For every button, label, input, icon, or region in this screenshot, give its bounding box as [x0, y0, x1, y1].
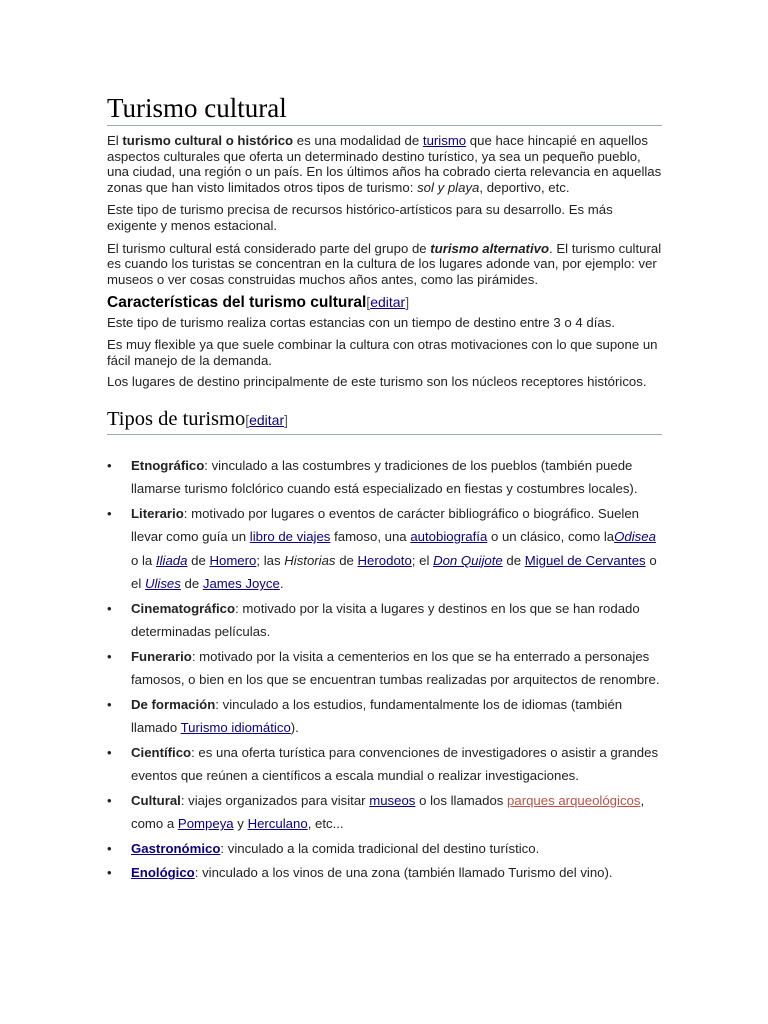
- text: El: [107, 133, 123, 148]
- link-museos[interactable]: museos: [369, 792, 416, 808]
- italic-text: Historias: [284, 552, 336, 568]
- link-herodoto[interactable]: Herodoto: [357, 552, 412, 568]
- text: : motivado por lugares o eventos de carácter bibliográfico o biográfico. Suelen llevar como guía un: [131, 505, 639, 545]
- link-parques-arqueologicos[interactable]: parques arqueológicos: [507, 792, 641, 808]
- item-term: Literario: [131, 505, 184, 521]
- section-caracteristicas: [107, 293, 662, 389]
- link-james-joyce[interactable]: James Joyce: [202, 576, 280, 592]
- list-item-literario: [107, 502, 662, 596]
- text: : vinculado a los estudios, fundamentalmente los de idiomas (también llamado: [131, 696, 623, 736]
- bullet: •: [107, 696, 112, 712]
- list-item-de-formacion: [107, 693, 662, 740]
- article: [107, 92, 662, 886]
- edit-section-link: [366, 294, 409, 310]
- heading-text: Características del turismo cultural: [107, 294, 367, 312]
- list-item-funerario: [107, 645, 662, 692]
- intro-paragraph-3: [107, 241, 662, 288]
- bullet: •: [107, 648, 112, 664]
- link-libro-de-viajes[interactable]: libro de viajes: [249, 529, 331, 545]
- link-text: Don Quijote: [433, 552, 503, 568]
- link-text: Odisea: [614, 529, 656, 545]
- list-item-enologico: [107, 861, 662, 885]
- tipos-list: [107, 454, 662, 885]
- text: o la: [131, 552, 156, 568]
- text: El turismo cultural está considerado parte del grupo de: [107, 240, 431, 256]
- section-heading-caracteristicas: [107, 293, 662, 312]
- item-text: : vinculado a los vinos de una zona (también llamado Turismo del vino).: [194, 865, 613, 881]
- text: famoso, una: [330, 529, 411, 545]
- text: es una modalidad de: [293, 133, 423, 148]
- text: de: [180, 576, 203, 592]
- list-item-cinematografico: [107, 597, 662, 644]
- list-item-cultural: [107, 789, 662, 836]
- text: : viajes organizados para visitar: [180, 792, 370, 808]
- text: de: [187, 552, 210, 568]
- text: ; el: [411, 552, 434, 568]
- bracket: [: [366, 294, 371, 311]
- item-text: : motivado por la visita a cementerios en los que se ha enterrado a personajes famosos, o bien en los que se encuentran tumbas realizadas por arquitectos de renombre.: [131, 648, 660, 688]
- item-term: Científico: [131, 744, 192, 760]
- bullet: •: [107, 457, 112, 473]
- edit-section-link: [245, 412, 288, 428]
- bracket: ]: [405, 294, 410, 311]
- text: y: [233, 816, 248, 832]
- bracket: ]: [284, 411, 289, 428]
- edit-link[interactable]: editar: [370, 294, 406, 311]
- intro-paragraph-1: [107, 133, 662, 195]
- bold-term: turismo cultural o histórico: [122, 133, 294, 148]
- list-item-etnografico: [107, 454, 662, 501]
- intro-paragraph-2: Este tipo de turismo precisa de recursos histórico-artísticos para su desarrollo. Es más exigente y menos estacional.: [107, 202, 613, 233]
- link-ulises[interactable]: [145, 576, 181, 591]
- text: ).: [290, 720, 299, 736]
- item-term: Cultural: [131, 792, 181, 808]
- item-term: De formación: [131, 696, 216, 712]
- item-term: Etnográfico: [131, 457, 205, 473]
- item-term: Cinematográfico: [131, 600, 236, 616]
- section-heading-tipos: [107, 406, 662, 435]
- text: , etc...: [307, 816, 344, 832]
- item-text: : vinculado a las costumbres y tradiciones de los pueblos (también puede llamarse turismo folclórico cuando está especializado en fiestas y costumbres locales).: [131, 457, 638, 497]
- link-autobiografia[interactable]: autobiografía: [410, 529, 488, 545]
- bullet: •: [107, 840, 112, 856]
- link-homero[interactable]: Homero: [209, 552, 257, 568]
- link-gastronomico[interactable]: [131, 841, 220, 856]
- bracket: [: [245, 411, 250, 428]
- link-text: Ulises: [144, 576, 181, 592]
- item-term: Funerario: [131, 648, 192, 664]
- link-text: Iliada: [155, 552, 188, 568]
- link-turismo[interactable]: turismo: [422, 133, 467, 148]
- text: o los llamados: [415, 792, 508, 808]
- text: o el: [131, 552, 657, 592]
- text: ; las: [256, 552, 285, 568]
- link-iliada[interactable]: [156, 553, 188, 568]
- link-herculano[interactable]: Herculano: [247, 816, 308, 832]
- list-item-gastronomico: [107, 837, 662, 861]
- link-miguel-de-cervantes[interactable]: Miguel de Cervantes: [524, 552, 646, 568]
- link-odisea[interactable]: [614, 529, 656, 544]
- italic-text: sol y playa: [417, 179, 480, 195]
- edit-link[interactable]: editar: [249, 411, 285, 428]
- link-pompeya[interactable]: Pompeya: [177, 816, 234, 832]
- text: , deportivo, etc.: [479, 179, 570, 195]
- bullet: •: [107, 865, 112, 881]
- text: .: [279, 576, 284, 592]
- item-term: Gastronómico: [131, 840, 221, 856]
- page-title: Turismo cultural: [107, 92, 662, 126]
- item-text: : motivado por la visita a lugares y destinos en los que se han rodado determinadas películas.: [131, 600, 640, 640]
- item-term: Enológico: [131, 865, 195, 881]
- heading-text: Tipos de turismo: [107, 407, 246, 430]
- text: o un clásico, como la: [487, 529, 615, 545]
- section-paragraph: Este tipo de turismo realiza cortas estancias con un tiempo de destino entre 3 o 4 días.: [107, 315, 616, 331]
- list-item-cientifico: [107, 741, 662, 788]
- bullet: •: [107, 505, 112, 521]
- link-turismo-idiomatico[interactable]: Turismo idiomático: [180, 720, 291, 736]
- text: que hace hincapié en aquellos aspectos culturales que oferta un determinado destino turístico, ya sea un pequeño pueblo, una ciudad, una región o un país. En los últimos años ha cobrado cierta relevancia en aquellas zonas que han visto limitados otros tipos de turismo:: [107, 133, 662, 195]
- link-enologico[interactable]: [131, 865, 195, 880]
- link-don-quijote[interactable]: [433, 553, 503, 568]
- item-text: : vinculado a la comida tradicional del destino turístico.: [220, 840, 540, 856]
- item-text: : es una oferta turística para convenciones de investigadores o asistir a grandes eventos que reúnen a científicos a escala mundial o realizar investigaciones.: [131, 744, 659, 784]
- section-paragraph: Es muy flexible ya que suele combinar la cultura con otras motivaciones con lo que supone un fácil manejo de la demanda.: [107, 336, 658, 368]
- bullet: •: [107, 744, 112, 760]
- bold-italic-term: turismo alternativo: [430, 240, 549, 256]
- bullet: •: [107, 600, 112, 616]
- bullet: •: [107, 792, 112, 808]
- text: de: [335, 552, 358, 568]
- text: , como a: [131, 792, 645, 832]
- section-paragraph: Los lugares de destino principalmente de este turismo son los núcleos receptores históricos.: [107, 374, 647, 390]
- text: de: [502, 552, 525, 568]
- text: . El turismo cultural es cuando los turistas se concentran en la cultura de los lugares adonde van, por ejemplo: ver museos o ver cosas construidas muchos años antes, como las pirámides.: [107, 240, 662, 287]
